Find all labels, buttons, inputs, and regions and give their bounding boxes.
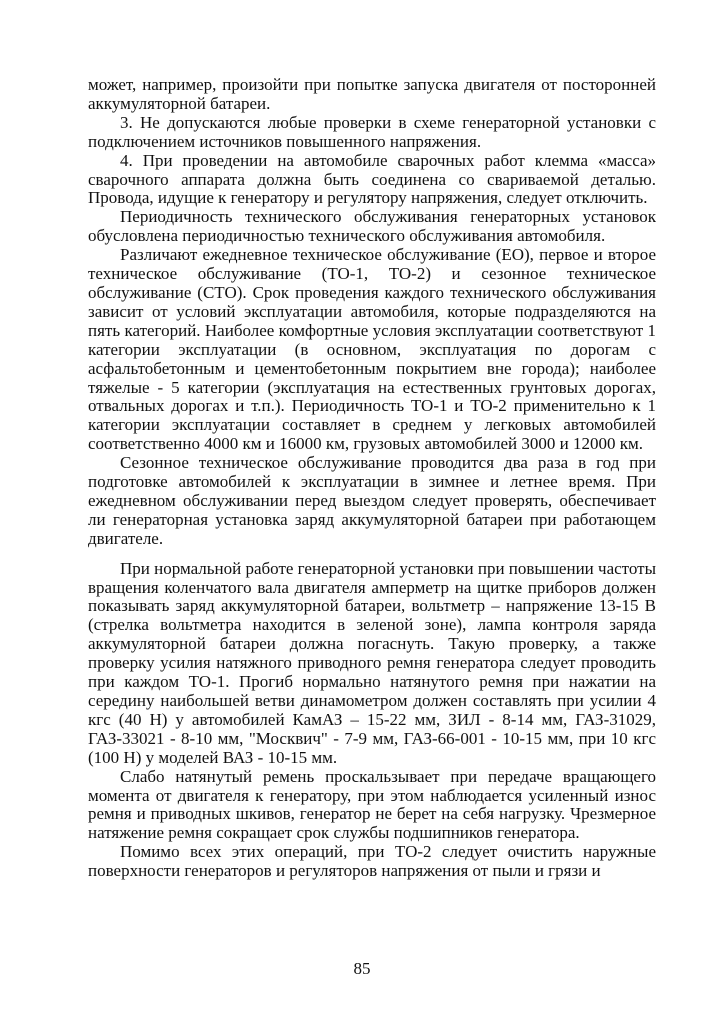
paragraph-normal-operation: При нормальной работе генераторной установки при повышении частоты вращения коленчатого вала двигателя амперметр на щитке приборов должен показывать заряд аккумуляторной батареи, вольтметр – напряжение 13-15 В (стрелка вольтметра находится в зеленой зоне), лампа контроля заряда аккумуляторной батареи должна погаснуть. Такую проверку, а также проверку усилия натяжного приводного ремня генератора следует проводить при каждом ТО-1. Прогиб нормально натянутого ремня при нажатии на середину наибольшей ветви динамометром должен составлять при усилии 4 кгс (40 Н) у автомобилей КамАЗ – 15-22 мм, ЗИЛ - 8-14 мм, ГАЗ-31029, ГАЗ-33021 - 8-10 мм, "Москвич" - 7-9 мм, ГАЗ-66-001 - 10-15 мм, при 10 кгс (100 Н) у моделей ВАЗ - 10-15 мм.	[88, 558, 656, 767]
paragraph-to2-operations: Помимо всех этих операций, при ТО-2 следует очистить наружные поверхности генераторов и регуляторов напряжения от пыли и грязи и	[88, 842, 656, 881]
paragraph-seasonal-maintenance: Сезонное техническое обслуживание проводится два раза в год при подготовке автомобилей к эксплуатации в зимнее и летнее время. При ежедневном обслуживании перед выездом следует проверять, обеспечивает ли генераторная установка заряд аккумуляторной батареи при работающем двигателе.	[88, 453, 656, 548]
paragraph-maintenance-types: Различают ежедневное техническое обслуживание (ЕО), первое и второе техническое обслуживание (ТО-1, ТО-2) и сезонное техническое обслуживание (СТО). Срок проведения каждого технического обслуживания зависит от условий эксплуатации автомобиля, которые подразделяются на пять категорий. Наиболее комфортные условия эксплуатации соответствуют 1 категории эксплуатации (в основном, эксплуатация по дорогам с асфальтобетонным и цементобетонным покрытием вне города); наиболее тяжелые - 5 категории (эксплуатация на естественных грунтовых дорогах, отвальных дорогах и т.п.). Периодичность ТО-1 и ТО-2 применительно к 1 категории эксплуатации составляет в среднем у легковых автомобилей соответственно 4000 км и 16000 км, грузовых автомобилей 3000 и 12000 км.	[88, 245, 656, 454]
body-text	[88, 76, 656, 881]
paragraph-rule-4: 4. При проведении на автомобиле сварочных работ клемма «масса» сварочного аппарата должна быть соединена со свариваемой деталью. Провода, идущие к генератору и регулятору напряжения, следует отключить.	[88, 150, 656, 208]
paragraph-periodicity: Периодичность технического обслуживания генераторных установок обусловлена периодичностью технического обслуживания автомобиля.	[88, 207, 656, 246]
paragraph-continuation: может, например, произойти при попытке запуска двигателя от посторонней аккумуляторной батареи.	[88, 75, 656, 113]
page-number: 85	[353, 959, 371, 978]
paragraph-rule-3: 3. Не допускаются любые проверки в схеме генераторной установки с подключением источников повышенного напряжения.	[88, 112, 656, 151]
paragraph-belt-tension: Слабо натянутый ремень проскальзывает при передаче вращающего момента от двигателя к генератору, при этом наблюдается усиленный износ ремня и приводных шкивов, генератор не берет на себя нагрузку. Чрезмерное натяжение ремня сокращает срок службы подшипников генератора.	[88, 766, 656, 843]
